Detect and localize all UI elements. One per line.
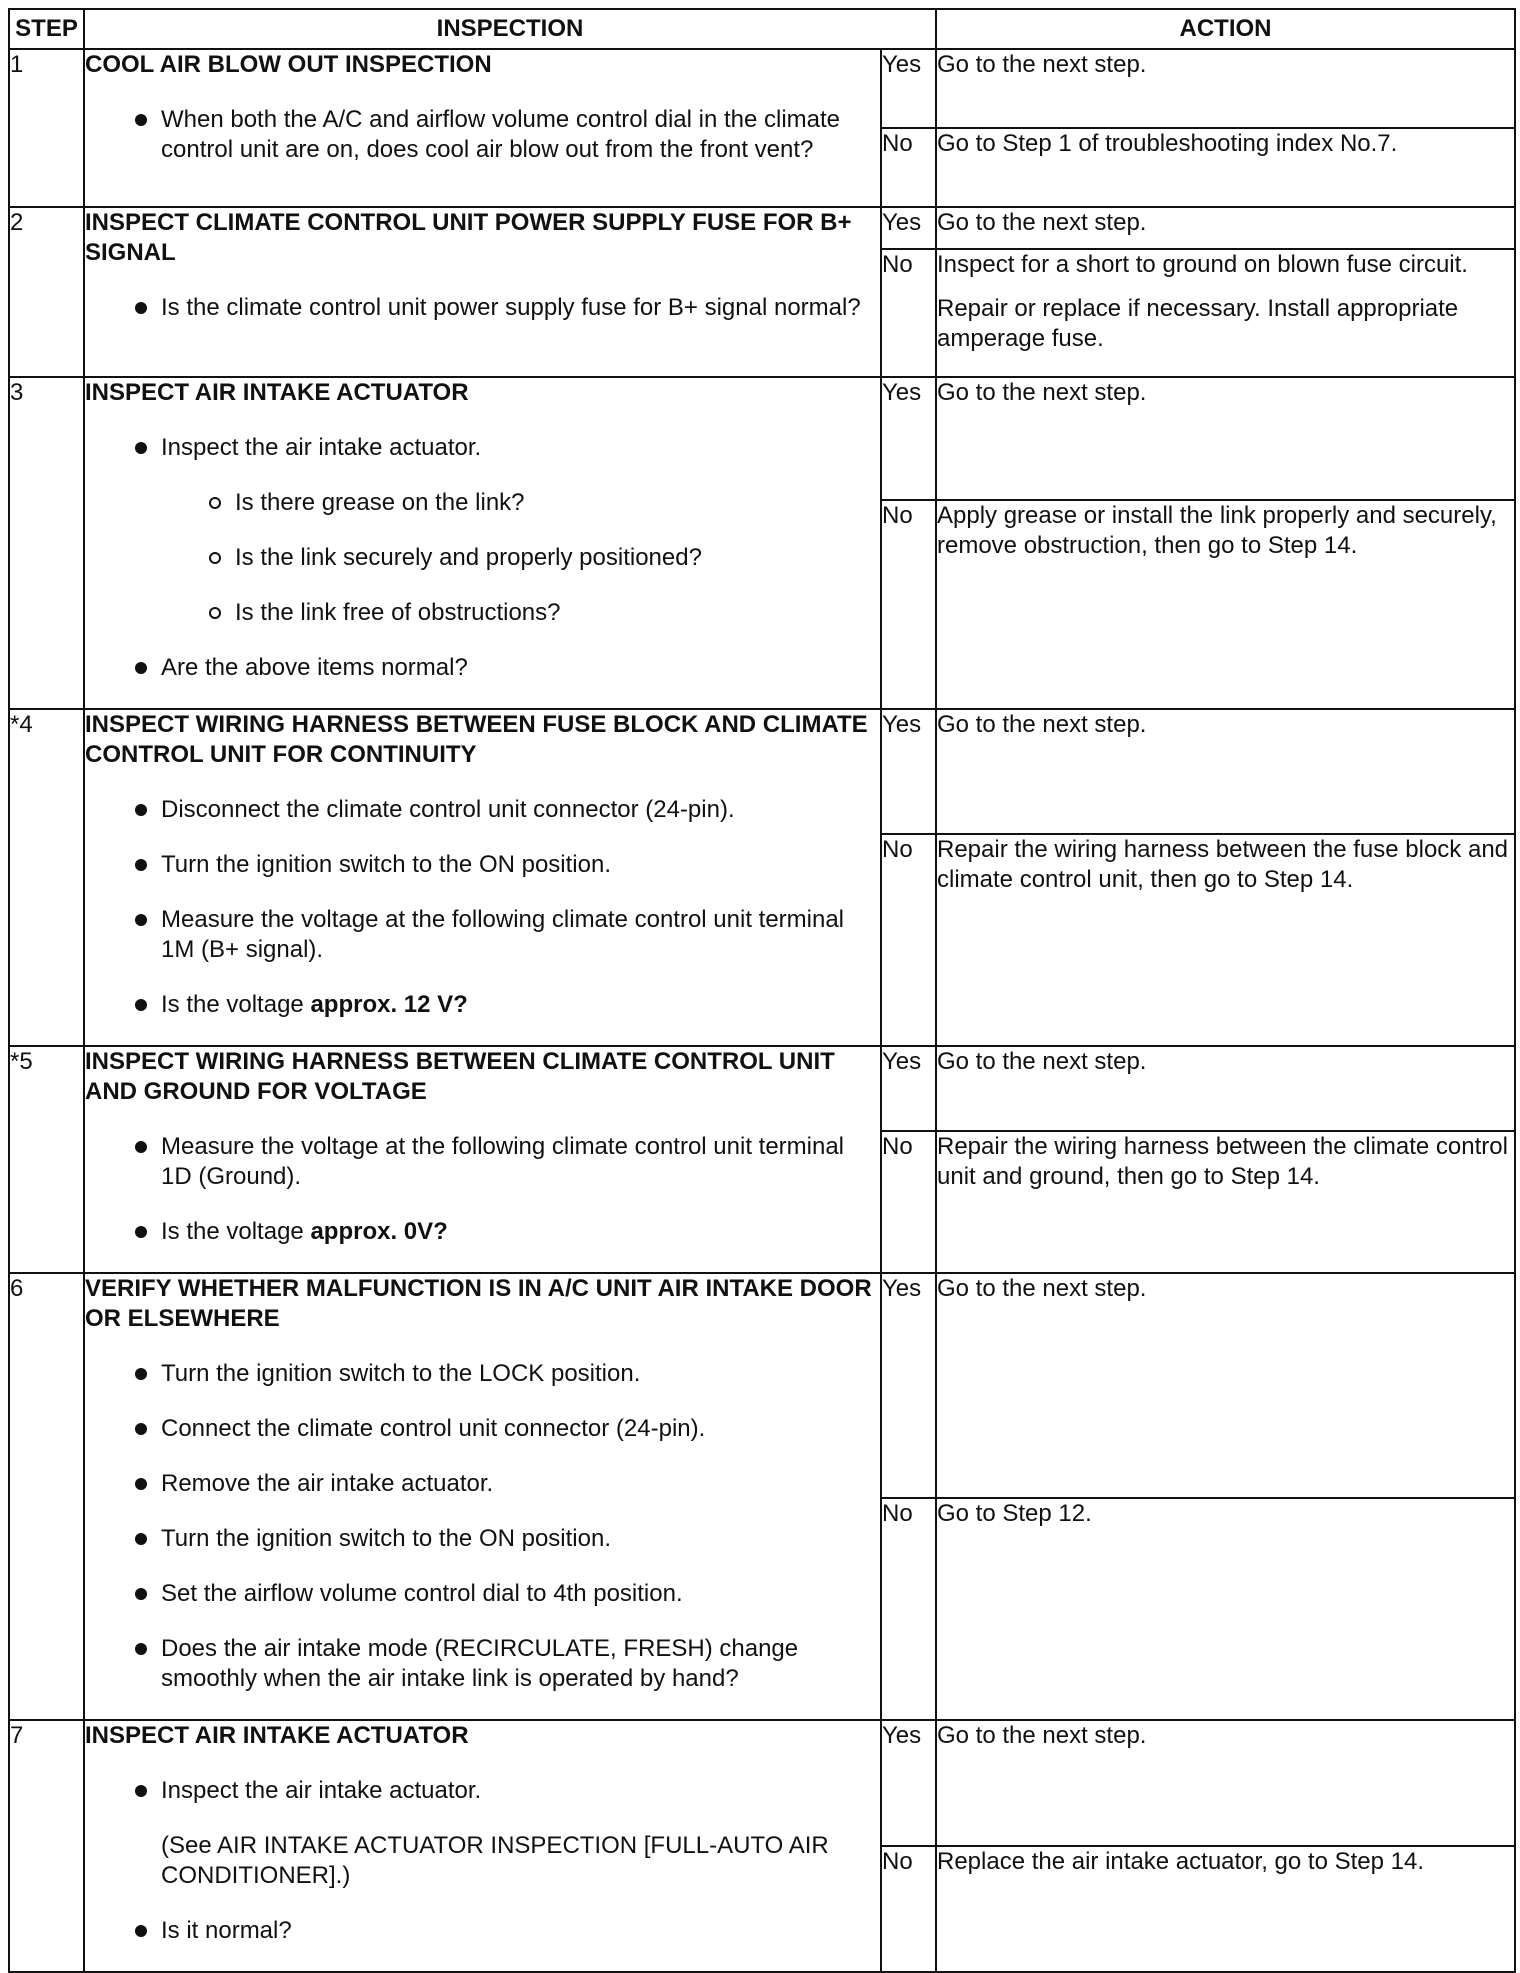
step-row [9, 207, 1515, 249]
no-label: No [881, 1131, 936, 1273]
inspection-sub-item: Is the link free of obstructions? [85, 598, 880, 628]
inspection-title: VERIFY WHETHER MALFUNCTION IS IN A/C UNIT AIR INTAKE DOOR OR ELSEWHERE [85, 1275, 872, 1332]
question-text: Is the voltage [161, 991, 311, 1018]
no-label: No [881, 1498, 936, 1720]
no-action: Inspect for a short to ground on blown fuse circuit. [937, 251, 1468, 278]
no-action: Replace the air intake actuator, go to Step 14. [936, 1846, 1515, 1972]
no-action: Repair the wiring harness between the climate control unit and ground, then go to Step 14. [936, 1131, 1515, 1273]
troubleshooting-table [8, 8, 1516, 1973]
inspection-sub-item: Is the link securely and properly positioned? [85, 543, 880, 573]
inspection-cell [84, 1046, 881, 1273]
inspection-question [85, 990, 880, 1020]
inspection-cell [84, 1273, 881, 1720]
inspection-bullet: Is the climate control unit power supply fuse for B+ signal normal? [85, 293, 880, 323]
inspection-cell [84, 207, 881, 377]
step-number: *5 [9, 1046, 84, 1273]
no-action: Repair the wiring harness between the fuse block and climate control unit, then go to Step 14. [936, 834, 1515, 1046]
inspection-bullet: Turn the ignition switch to the ON position. [85, 850, 880, 880]
no-label: No [881, 249, 936, 377]
header-action: ACTION [936, 9, 1515, 49]
inspection-title: COOL AIR BLOW OUT INSPECTION [85, 51, 492, 78]
inspection-bullet: When both the A/C and airflow volume control dial in the climate control unit are on, does cool air blow out from the front vent? [85, 105, 880, 165]
inspection-bullet: Set the airflow volume control dial to 4th position. [85, 1579, 880, 1609]
inspection-bullet: Are the above items normal? [85, 653, 880, 683]
inspection-bullet: Connect the climate control unit connector (24-pin). [85, 1414, 880, 1444]
inspection-title: INSPECT AIR INTAKE ACTUATOR [85, 1722, 469, 1749]
inspection-bullet: Remove the air intake actuator. [85, 1469, 880, 1499]
header-step: STEP [9, 9, 84, 49]
step-row [9, 1046, 1515, 1131]
step-row [9, 1273, 1515, 1498]
yes-action: Go to the next step. [936, 1273, 1515, 1498]
step-row [9, 49, 1515, 128]
no-action: Apply grease or install the link properly and securely, remove obstruction, then go to Step 14. [936, 500, 1515, 709]
step-number: *4 [9, 709, 84, 1046]
step-number: 6 [9, 1273, 84, 1720]
step-row [9, 377, 1515, 500]
yes-action: Go to the next step. [936, 49, 1515, 128]
no-label: No [881, 834, 936, 1046]
yes-label: Yes [881, 1046, 936, 1131]
inspection-title: INSPECT AIR INTAKE ACTUATOR [85, 379, 469, 406]
yes-label: Yes [881, 49, 936, 128]
inspection-bullet: Measure the voltage at the following climate control unit terminal 1D (Ground). [85, 1132, 880, 1192]
no-action: Go to Step 12. [936, 1498, 1515, 1720]
yes-label: Yes [881, 207, 936, 249]
question-value: approx. 0V? [310, 1218, 448, 1245]
no-label: No [881, 500, 936, 709]
inspection-cell [84, 709, 881, 1046]
inspection-bullet: Turn the ignition switch to the LOCK position. [85, 1359, 880, 1389]
header-row [9, 9, 1515, 49]
step-row [9, 709, 1515, 834]
inspection-bullet: Measure the voltage at the following climate control unit terminal 1M (B+ signal). [85, 905, 880, 965]
inspection-bullet: Turn the ignition switch to the ON position. [85, 1524, 880, 1554]
no-action-cell [936, 249, 1515, 377]
question-text: Is the voltage [161, 1218, 311, 1245]
inspection-sub-item: Is there grease on the link? [85, 488, 880, 518]
no-action-note: Repair or replace if necessary. Install appropriate amperage fuse. [937, 295, 1459, 352]
no-label: No [881, 128, 936, 207]
step-number: 1 [9, 49, 84, 207]
yes-action: Go to the next step. [936, 709, 1515, 834]
yes-label: Yes [881, 709, 936, 834]
yes-label: Yes [881, 1273, 936, 1498]
inspection-bullet: Inspect the air intake actuator. [85, 433, 880, 463]
question-value: approx. 12 V? [310, 991, 468, 1018]
inspection-bullet: Does the air intake mode (RECIRCULATE, FRESH) change smoothly when the air intake link is operated by hand? [85, 1634, 880, 1694]
inspection-title: INSPECT CLIMATE CONTROL UNIT POWER SUPPLY FUSE FOR B+ SIGNAL [85, 209, 852, 266]
header-inspection: INSPECTION [84, 9, 936, 49]
inspection-bullet: Is it normal? [85, 1916, 880, 1946]
inspection-cell [84, 377, 881, 709]
yes-label: Yes [881, 1720, 936, 1846]
inspection-bullet: Inspect the air intake actuator. [85, 1776, 880, 1806]
inspection-cell [84, 49, 881, 207]
yes-action: Go to the next step. [936, 207, 1515, 249]
step-row [9, 1720, 1515, 1846]
step-number: 7 [9, 1720, 84, 1972]
yes-action: Go to the next step. [936, 377, 1515, 500]
step-number: 2 [9, 207, 84, 377]
no-action: Go to Step 1 of troubleshooting index No.7. [936, 128, 1515, 207]
inspection-title: INSPECT WIRING HARNESS BETWEEN CLIMATE CONTROL UNIT AND GROUND FOR VOLTAGE [85, 1048, 835, 1105]
inspection-question [85, 1217, 880, 1247]
inspection-cell [84, 1720, 881, 1972]
yes-action: Go to the next step. [936, 1720, 1515, 1846]
no-label: No [881, 1846, 936, 1972]
inspection-reference-note: (See AIR INTAKE ACTUATOR INSPECTION [FULL-AUTO AIR CONDITIONER].) [161, 1832, 829, 1889]
yes-action: Go to the next step. [936, 1046, 1515, 1131]
yes-label: Yes [881, 377, 936, 500]
inspection-title: INSPECT WIRING HARNESS BETWEEN FUSE BLOCK AND CLIMATE CONTROL UNIT FOR CONTINUITY [85, 711, 868, 768]
inspection-bullet: Disconnect the climate control unit connector (24-pin). [85, 795, 880, 825]
step-number: 3 [9, 377, 84, 709]
